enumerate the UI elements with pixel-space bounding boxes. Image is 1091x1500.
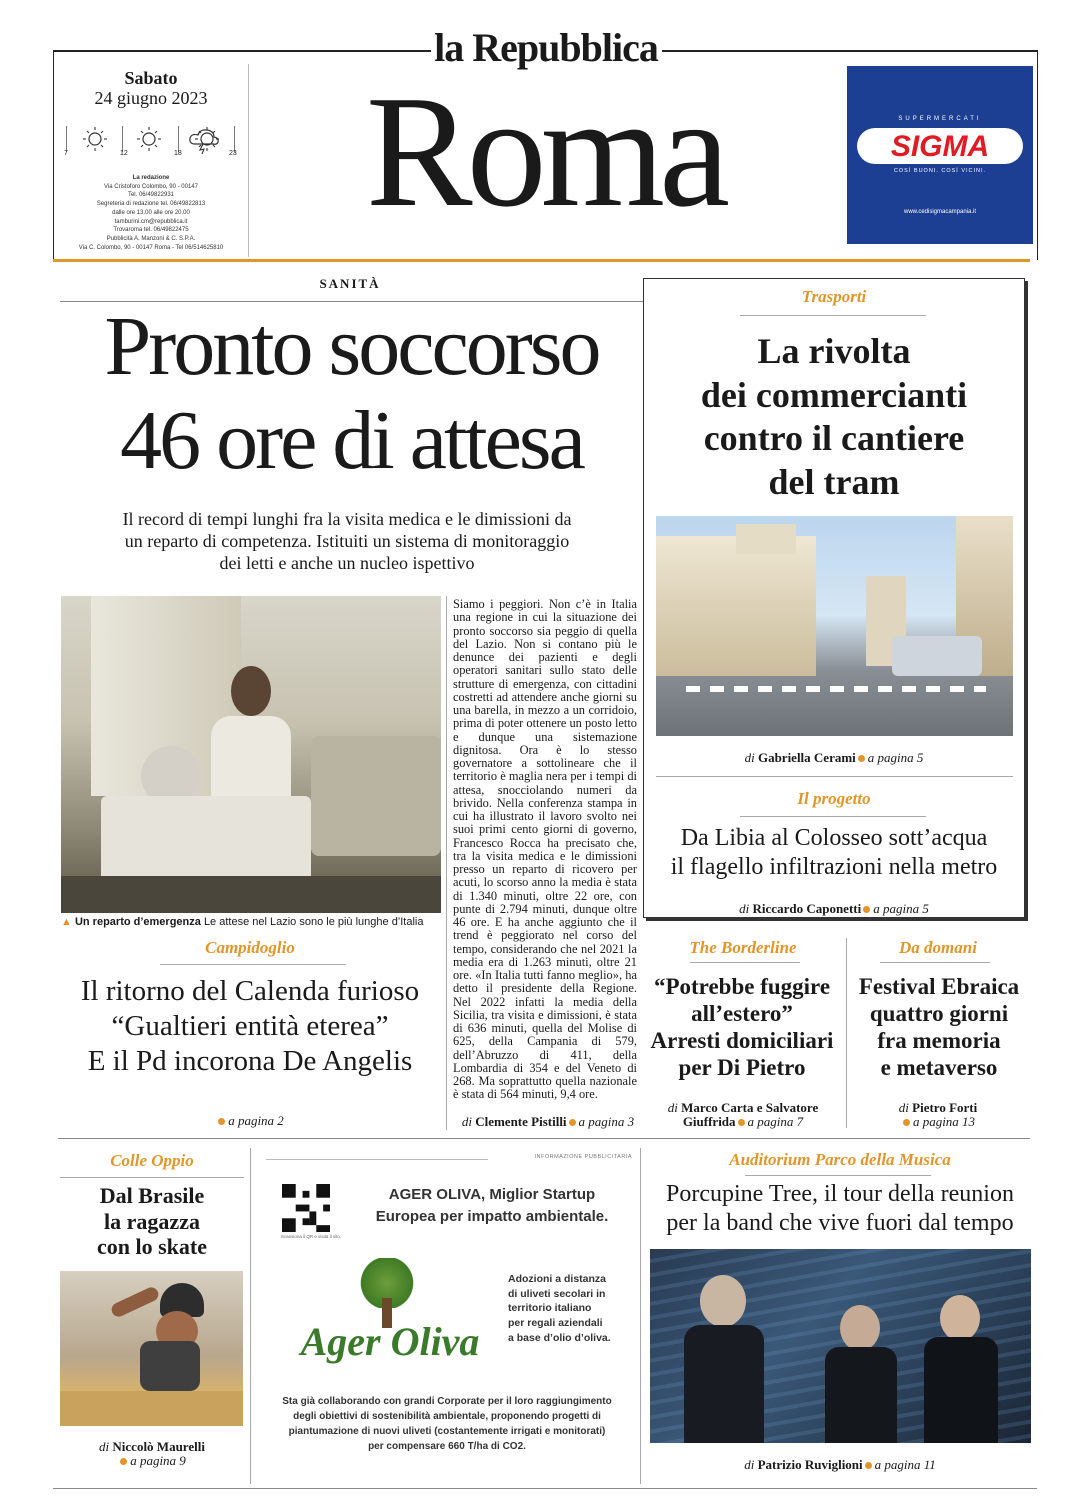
main-headline[interactable]: Pronto soccorso 46 ore di attesa: [104, 300, 599, 487]
campidoglio-headline[interactable]: Il ritorno del Calenda furioso “Gualtieri entità eterea” E il Pd incorona De Angelis: [80, 975, 420, 1077]
trasporti-byline[interactable]: di Gabriella Cerami a pagina 5: [744, 750, 924, 765]
auditorium-headline[interactable]: Porcupine Tree, il tour della reunion per la band che vive fuori dal tempo: [666, 1181, 1014, 1236]
date: 24 giugno 2023: [94, 88, 208, 108]
temp-3: 18: [174, 150, 182, 157]
sigma-logo: SIGMA: [857, 128, 1023, 164]
temp-2: 12: [120, 150, 128, 157]
colle-oppio-byline[interactable]: di Niccolò Maurelli a pagina 9: [99, 1439, 205, 1468]
campidoglio-kicker: Campidoglio: [205, 938, 295, 957]
da-domani-byline[interactable]: di Pietro Forti a pagina 13: [898, 1100, 978, 1129]
trasporti-headline[interactable]: La rivolta dei commercianti contro il cantiere del tram: [700, 331, 968, 502]
qr-code-icon: [282, 1184, 330, 1232]
campidoglio-page[interactable]: a pagina 2: [60, 1113, 440, 1129]
da-domani-kicker: Da domani: [899, 938, 977, 957]
main-byline[interactable]: di Clemente Pistilli a pagina 3: [461, 1114, 635, 1129]
auditorium-byline[interactable]: di Patrizio Ruviglioni a pagina 11: [744, 1457, 936, 1472]
brand-logo[interactable]: la Repubblica: [434, 25, 658, 70]
date-day: Sabato: [124, 68, 178, 88]
tram-photo: [656, 516, 1013, 736]
masthead: [0, 0, 1091, 262]
photo-caption: ▲ Un reparto d’emergenza Le attese nel Lazio sono le più lunghe d’Italia: [61, 916, 424, 928]
band-photo: [650, 1249, 1031, 1443]
sigma-ad[interactable]: SUPERMERCATI SIGMA COSÌ BUONI. COSÌ VICINI. www.cedisigmacampania.it: [847, 66, 1033, 244]
redazione-info: La redazione Via Cristoforo Colombo, 90 - 00147 Tel. 06/49822931 Segreteria di redazione tel. 06/49822813 dalle ore 13.00 alle ore 20.00 tamburini.cm@repubblica.it Trovaroma tel. 06/49822475 Pubblicità A. Manzoni & C. S.P.A. Via C. Colombo, 90 - 00147 Roma - Tel 06/514625810: [78, 175, 224, 251]
sun-icon: [192, 126, 222, 152]
progetto-kicker: Il progetto: [797, 789, 871, 808]
section-label: SANITÀ: [319, 276, 381, 291]
temp-1: 7: [64, 150, 68, 157]
temp-4: 23: [229, 150, 237, 157]
ager-oliva-ad[interactable]: INFORMAZIONE PUBBLICITARIA Scansiona il QR e visita il sito. AGER OLIVA, Miglior Startup Europea per impatto ambientale. Ager Oliva Adozioni a distanza di uliveti secolari in territorio italiano per regali aziendali a base d’olio d’oliva. Sta già collaborando con grandi Corporate per il loro raggiungimento degli obiettivi di sostenibilità ambientale, proponendo progetti di piantumazione di nuovi uliveti (costantemente irrigati e monitorati) per compensare 660 T/ha di CO2.: [262, 1150, 632, 1480]
ager-side-text: Adozioni a distanza di uliveti secolari in territorio italiano per regali aziendali a base d’olio d’oliva.: [508, 1273, 611, 1344]
edition-title: Roma: [365, 62, 725, 240]
colle-oppio-kicker: Colle Oppio: [110, 1151, 194, 1170]
main-body: Siamo i peggiori. Non c’è in Italia una regione in cui la situazione dei pronto soccorso sia peggio di quella del Lazio. Non si contano più le denunce dei pazienti e degli operatori sanitari sullo stato delle strutture di emergenza, con cittadini costretti ad attendere anche giorni su una barella, in mezzo a un corridoio, prima di poter ottenere un posto letto e dunque una sistemazione dignitosa. Ora è lo stesso governatore a sottolineare che il territorio è maglia nera per i tempi di attesa, snocciolando numeri da brivido. Nella conferenza stampa in cui ha illustrato il lavoro svolto nei suoi primi cento giorni di governo, Francesco Rocca ha precisato che, tra la visita medica e le dimissioni presso un reparto di ricovero per acuti, lo scorso anno la media è stata di 1.340 minuti, oltre 22 ore, con punte di 2.794 minuti, dunque oltre 46 ore. E ha anche aggiunto che il trend è peggiorato nel corso del tempo, considerando che nel 2021 la media era di 1.263 minuti, oltre 21 ore. «In Italia tutti fanno meglio», ha detto il presidente della Regione. Nel 2022 infatti la media della Sicilia, tra visita e dimissioni, è stata di 636 minuti, quella del Molise di 625, della Campania di 579, dell’Abruzzo di 411, della Lombardia di 354 e del Veneto di 268. Ma soprattutto quella nazionale è stata di 564 minuti, 9,4 ore.: [453, 597, 637, 1102]
sun-icon: [80, 126, 110, 152]
sun-icon: [134, 126, 164, 152]
ager-oliva-logo: Ager Oliva: [300, 1319, 480, 1364]
ager-bottom-text: Sta già collaborando con grandi Corporate per il loro raggiungimento degli obiettivi di sostenibilità ambientale, proponendo progetti di piantumazione di nuovi uliveti (costantemente irrigati e monitorati) per compensare 660 T/ha di CO2.: [282, 1396, 612, 1452]
colle-oppio-headline[interactable]: Dal Brasile la ragazza con lo skate: [97, 1183, 207, 1259]
main-subhead: Il record di tempi lunghi fra la visita medica e le dimissioni da un reparto di competenza. Istituiti un sistema di monitoraggio dei letti e anche un nucleo ispettivo: [122, 509, 572, 573]
hospital-photo: [61, 596, 441, 913]
progetto-byline[interactable]: di Riccardo Caponetti a pagina 5: [739, 901, 929, 916]
borderline-byline[interactable]: di Marco Carta e Salvatore Giuffrida a pagina 7: [667, 1100, 819, 1129]
auditorium-kicker: Auditorium Parco della Musica: [729, 1150, 951, 1169]
borderline-kicker: The Borderline: [689, 938, 797, 957]
skater-photo: [60, 1271, 243, 1426]
da-domani-headline[interactable]: Festival Ebraica quattro giorni fra memoria e metaverso: [858, 974, 1020, 1080]
progetto-headline[interactable]: Da Libia al Colosseo sott’acqua il flagello infiltrazioni nella metro: [670, 825, 998, 880]
trasporti-kicker: Trasporti: [801, 287, 867, 306]
borderline-headline[interactable]: “Potrebbe fuggire all’estero” Arresti domiciliari per Di Pietro: [650, 974, 834, 1080]
